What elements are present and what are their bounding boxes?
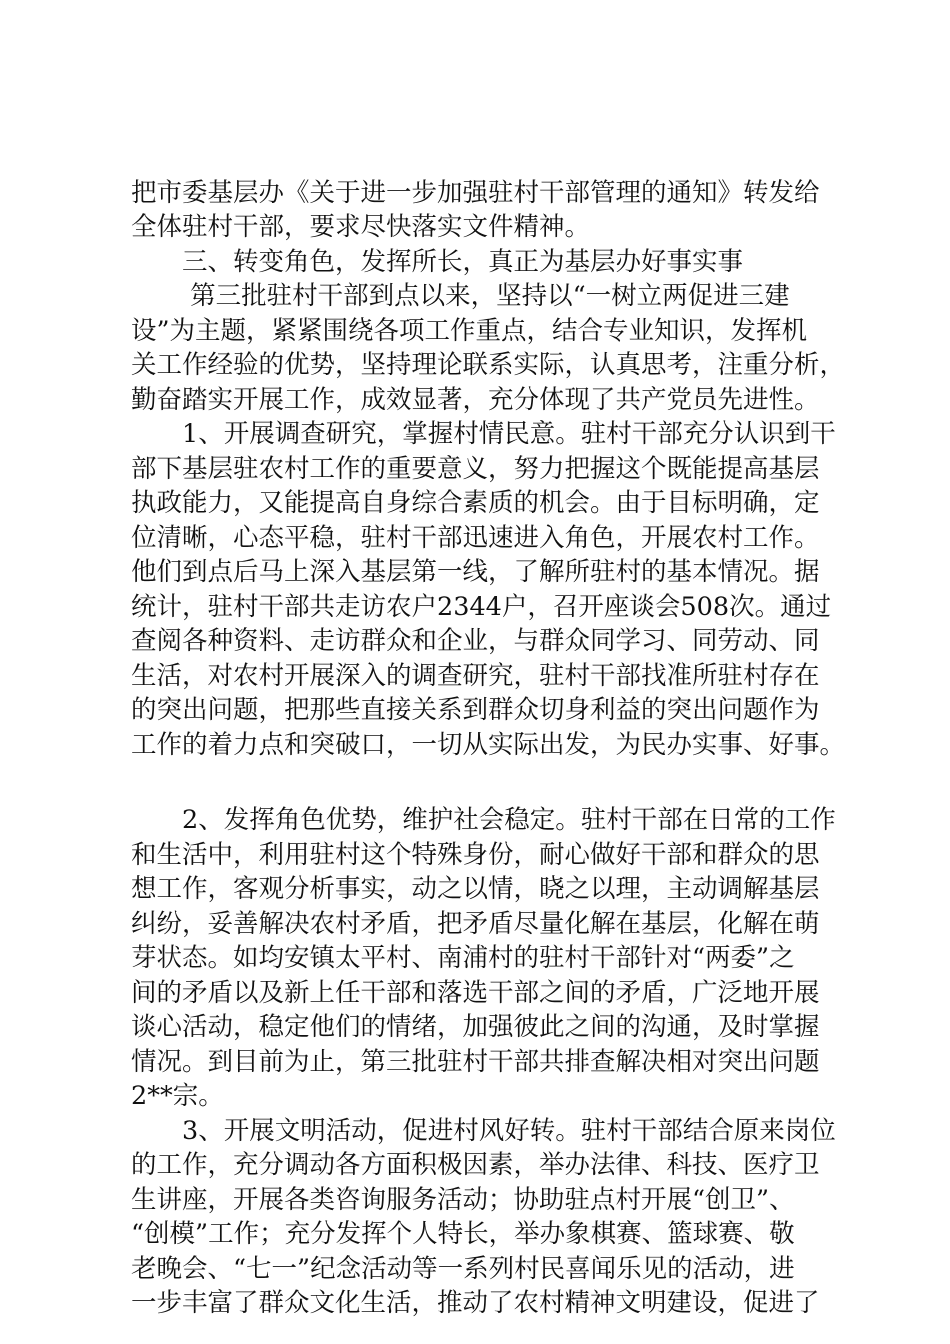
text-line: 位清晰，心态平稳，驻村干部迅速进入角色，开展农村工作。 <box>131 523 820 553</box>
section-heading: 三、转变角色，发挥所长，真正为基层办好事实事 <box>131 247 744 277</box>
text-line: 勤奋踏实开展工作，成效显著，充分体现了共产党员先进性。 <box>131 385 820 415</box>
text-line: 2、发挥角色优势，维护社会稳定。驻村干部在日常的工作 <box>131 805 836 835</box>
text-line: 执政能力，又能提高自身综合素质的机会。由于目标明确，定 <box>131 488 820 518</box>
text-line: 芽状态。如均安镇太平村、南浦村的驻村干部针对“两委”之 <box>131 943 795 973</box>
text-line: 第三批驻村干部到点以来，坚持以“一树立两促进三建 <box>131 281 790 311</box>
text-line: 查阅各种资料、走访群众和企业，与群众同学习、同劳动、同 <box>131 626 820 656</box>
text-line: 工作的着力点和突破口，一切从实际出发，为民办实事、好事。 <box>131 730 846 760</box>
text-line: 想工作，客观分析事实，动之以情，晓之以理，主动调解基层 <box>131 874 820 904</box>
text-line: 纠纷，妥善解决农村矛盾，把矛盾尽量化解在基层，化解在萌 <box>131 909 820 939</box>
text-line: 统计，驻村干部共走访农户2344户，召开座谈会508次。通过 <box>131 592 832 622</box>
text-line: 2**宗。 <box>131 1081 224 1111</box>
text-line: 的突出问题，把那些直接关系到群众切身利益的突出问题作为 <box>131 695 820 725</box>
text-line: 生讲座，开展各类咨询服务活动；协助驻点村开展“创卫”、 <box>131 1185 795 1215</box>
text-line: 关工作经验的优势，坚持理论联系实际，认真思考，注重分析， <box>131 350 846 380</box>
text-line: 部下基层驻农村工作的重要意义，努力把握这个既能提高基层 <box>131 454 820 484</box>
text-line: 老晚会、“七一”纪念活动等一系列村民喜闻乐见的活动，进 <box>131 1254 795 1284</box>
text-line: “创模”工作；充分发挥个人特长，举办象棋赛、篮球赛、敬 <box>131 1219 795 1249</box>
text-line: 把市委基层办《关于进一步加强驻村干部管理的通知》转发给 <box>131 178 820 208</box>
text-line: 生活，对农村开展深入的调查研究，驻村干部找准所驻村存在 <box>131 661 820 691</box>
text-line: 设”为主题，紧紧围绕各项工作重点，结合专业知识，发挥机 <box>131 316 808 346</box>
text-line: 和生活中，利用驻村这个特殊身份，耐心做好干部和群众的思 <box>131 840 820 870</box>
text-line: 的工作，充分调动各方面积极因素，举办法律、科技、医疗卫 <box>131 1150 820 1180</box>
text-line: 一步丰富了群众文化生活，推动了农村精神文明建设，促进了 <box>131 1288 820 1318</box>
text-line: 1、开展调查研究，掌握村情民意。驻村干部充分认识到干 <box>131 419 836 449</box>
text-line: 全体驻村干部，要求尽快落实文件精神。 <box>131 212 591 242</box>
text-line: 3、开展文明活动，促进村风好转。驻村干部结合原来岗位 <box>131 1116 836 1146</box>
text-line: 间的矛盾以及新上任干部和落选干部之间的矛盾，广泛地开展 <box>131 978 820 1008</box>
text-line: 他们到点后马上深入基层第一线，了解所驻村的基本情况。据 <box>131 557 820 587</box>
text-line: 情况。到目前为止，第三批驻村干部共排查解决相对突出问题 <box>131 1047 820 1077</box>
text-line: 谈心活动，稳定他们的情绪，加强彼此之间的沟通，及时掌握 <box>131 1012 820 1042</box>
